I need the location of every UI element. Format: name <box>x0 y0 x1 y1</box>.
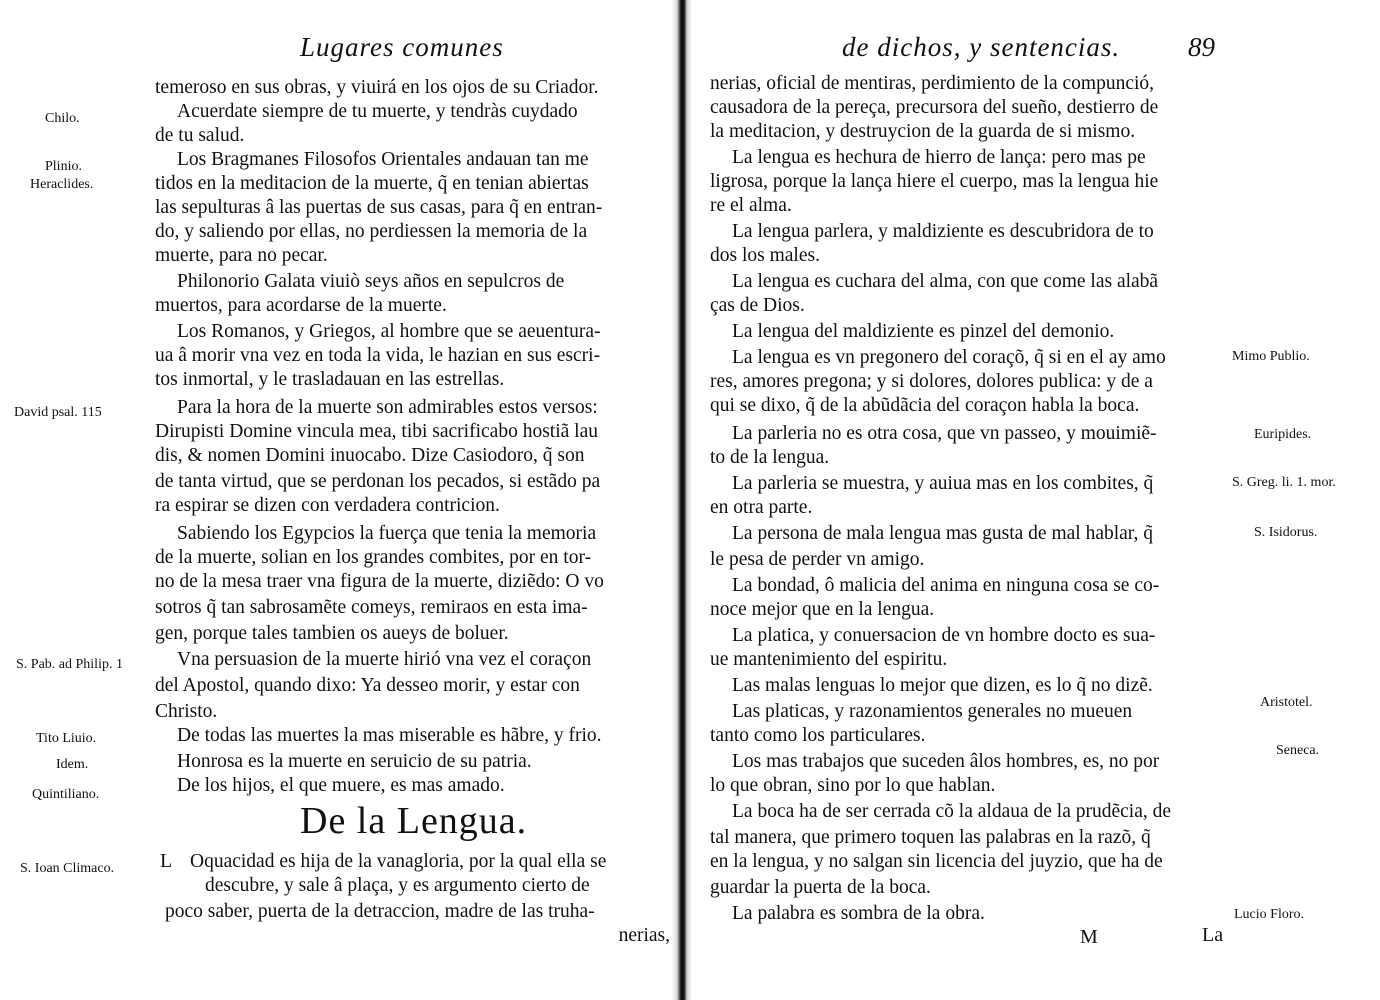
text-line: Honrosa es la muerte en seruicio de su patria. <box>177 751 532 772</box>
text-line: nerias, oficial de mentiras, perdimiento de la compunció, <box>710 73 1155 94</box>
text-line: temeroso en sus obras, y viuirá en los ojos de su Criador. <box>155 77 599 98</box>
text-line: ue mantenimiento del espiritu. <box>710 649 948 670</box>
text-line: La parleria se muestra, y auiua mas en los combites, q̃ <box>732 473 1154 494</box>
text-line: guardar la puerta de la boca. <box>710 877 931 898</box>
text-line: Sabiendo los Egypcios la fuerça que tenia la memoria <box>177 523 597 544</box>
running-head-left: Lugares comunes <box>300 32 504 62</box>
text-line: dis, & nomen Domini inuocabo. Dize Casiodoro, q̃ son <box>155 445 585 466</box>
text-line: causadora de la pereça, precursora del sueño, destierro de <box>710 97 1159 118</box>
text-line: de tanta virtud, que se perdonan los pecados, si estãdo pa <box>155 471 601 492</box>
catchword: La <box>1202 924 1224 946</box>
text-line: Los mas trabajos que suceden âlos hombres, es, no por <box>732 751 1160 772</box>
text-line: las sepulturas â las puertas de sus casas, para q̃ en entran- <box>155 197 603 218</box>
text-line: La lengua parlera, y maldiziente es descubridora de to <box>732 221 1154 242</box>
text-line: en otra parte. <box>710 497 813 518</box>
text-line: lo que obran, sino por lo que hablan. <box>710 775 996 796</box>
margin-note: Mimo Publio. <box>1232 349 1310 364</box>
initial-letter: L <box>160 850 173 872</box>
text-line: noce mejor que en la lengua. <box>710 599 935 620</box>
text-line: La lengua es cuchara del alma, con que come las alabã <box>732 271 1159 292</box>
text-line: la meditacion, y destruycion de la guarda de si mismo. <box>710 121 1136 142</box>
text-line: ua â morir vna vez en toda la vida, le hazian en sus escri- <box>155 345 601 366</box>
margin-note: David psal. 115 <box>14 405 102 420</box>
text-line: no de la mesa traer vna figura de la muerte, diziẽdo: O vo <box>155 571 604 592</box>
text-line: Las platicas, y razonamientos generales no mueuen <box>732 701 1133 722</box>
text-line: La bondad, ô malicia del anima en ninguna cosa se co- <box>732 575 1160 596</box>
text-line: tal manera, que primero toquen las palabras en la razõ, q̃ <box>710 827 1151 848</box>
text-line: La lengua del maldiziente es pinzel del demonio. <box>732 321 1115 342</box>
text-line: to de la lengua. <box>710 447 830 468</box>
text-line: en la lengua, y no salgan sin licencia del juyzio, que ha de <box>710 851 1163 872</box>
text-line: Philonorio Galata viuiò seys años en sepulcros de <box>177 271 565 292</box>
text-line: Oquacidad es hija de la vanagloria, por la qual ella se <box>190 851 607 872</box>
text-line: dos los males. <box>710 245 820 266</box>
margin-note: S. Isidorus. <box>1254 525 1318 540</box>
text-line: tanto como los particulares. <box>710 725 926 746</box>
text-line: re el alma. <box>710 195 792 216</box>
text-line: tidos en la meditacion de la muerte, q̃ en tenian abiertas <box>155 173 589 194</box>
text-line: La lengua es hechura de hierro de lança: pero mas pe <box>732 147 1146 168</box>
text-line: Para la hora de la muerte son admirables estos versos: <box>177 397 598 418</box>
section-heading: De la Lengua. <box>300 800 528 842</box>
margin-note: S. Ioan Climaco. <box>20 861 115 876</box>
text-line: Christo. <box>155 701 218 722</box>
page-number: 89 <box>1188 32 1215 62</box>
text-line: ças de Dios. <box>710 295 805 316</box>
text-line: Los Romanos, y Griegos, al hombre que se aeuentura- <box>177 321 601 342</box>
text-line: De todas las muertes la mas miserable es hãbre, y frio. <box>177 725 602 746</box>
margin-note: Heraclides. <box>30 177 94 192</box>
text-line: nerias, <box>618 925 670 946</box>
text-line: de tu salud. <box>155 125 245 146</box>
text-line: La lengua es vn pregonero del coraçõ, q̃ si en el ay amo <box>732 347 1166 368</box>
margin-note: Tito Liuio. <box>36 731 97 746</box>
text-line: del Apostol, quando dixo: Ya desseo morir, y estar con <box>155 675 580 696</box>
text-line: le pesa de perder vn amigo. <box>710 549 925 570</box>
text-line: gen, porque tales tambien os aueys de boluer. <box>155 623 509 644</box>
text-line: La palabra es sombra de la obra. <box>732 903 985 924</box>
text-line: tos inmortal, y le trasladauan en las estrellas. <box>155 369 505 390</box>
text-line: La boca ha de ser cerrada cõ la aldaua de la prudẽcia, de <box>732 801 1172 822</box>
text-line: muerte, para no pecar. <box>155 245 328 266</box>
text-line: La parleria no es otra cosa, que vn passeo, y mouimiẽ- <box>732 423 1157 444</box>
margin-note: Aristotel. <box>1260 695 1313 710</box>
text-line: poco saber, puerta de la detraccion, madre de las truha- <box>165 901 595 922</box>
margin-note: Idem. <box>56 757 89 772</box>
text-line: ligrosa, porque la lança hiere el cuerpo, mas la lengua hie <box>710 171 1159 192</box>
text-line: Los Bragmanes Filosofos Orientales andauan tan me <box>177 149 589 170</box>
text-line: do, y saliendo por ellas, no perdiessen la memoria de la <box>155 221 588 242</box>
margin-note: S. Greg. li. 1. mor. <box>1232 475 1336 490</box>
text-line: descubre, y sale â plaça, y es argumento cierto de <box>205 875 590 896</box>
right-page <box>692 0 1380 1000</box>
margin-note: Quintiliano. <box>32 787 100 802</box>
text-line: Las malas lenguas lo mejor que dizen, es lo q̃ no dizẽ. <box>732 675 1153 696</box>
text-line: ra espirar se dizen con verdadera contricion. <box>155 495 500 516</box>
text-line: muertos, para acordarse de la muerte. <box>155 295 447 316</box>
text-line: Dirupisti Domine vincula mea, tibi sacrificabo hostiã lau <box>155 421 598 442</box>
text-line: De los hijos, el que muere, es mas amado. <box>177 775 505 796</box>
signature-mark: M <box>1080 926 1098 948</box>
left-page <box>0 0 672 1000</box>
margin-note: Lucio Floro. <box>1234 907 1304 922</box>
book-gutter <box>672 0 692 1000</box>
text-line: de la muerte, solian en los grandes combites, por en tor- <box>155 547 592 568</box>
text-line: Vna persuasion de la muerte hirió vna vez el coraçon <box>177 649 592 670</box>
margin-note: Chilo. <box>45 111 80 126</box>
text-line: res, amores pregona; y si dolores, dolores publica: y de a <box>710 371 1153 392</box>
running-head-right: de dichos, y sentencias. <box>842 32 1121 62</box>
margin-note: S. Pab. ad Philip. 1 <box>16 657 123 672</box>
margin-note: Seneca. <box>1276 743 1320 758</box>
text-line: Acuerdate siempre de tu muerte, y tendràs cuydado <box>177 101 578 122</box>
margin-note: Plinio. <box>45 159 82 174</box>
text-line: La platica, y conuersacion de vn hombre docto es sua- <box>732 625 1156 646</box>
text-line: La persona de mala lengua mas gusta de mal hablar, q̃ <box>732 523 1154 544</box>
margin-note: Euripides. <box>1254 427 1312 442</box>
text-line: qui se dixo, q̃ de la abũdãcia del coraçon habla la boca. <box>710 395 1140 416</box>
text-line: sotros q̃ tan sabrosamẽte comeys, remiraos en esta ima- <box>155 597 588 618</box>
